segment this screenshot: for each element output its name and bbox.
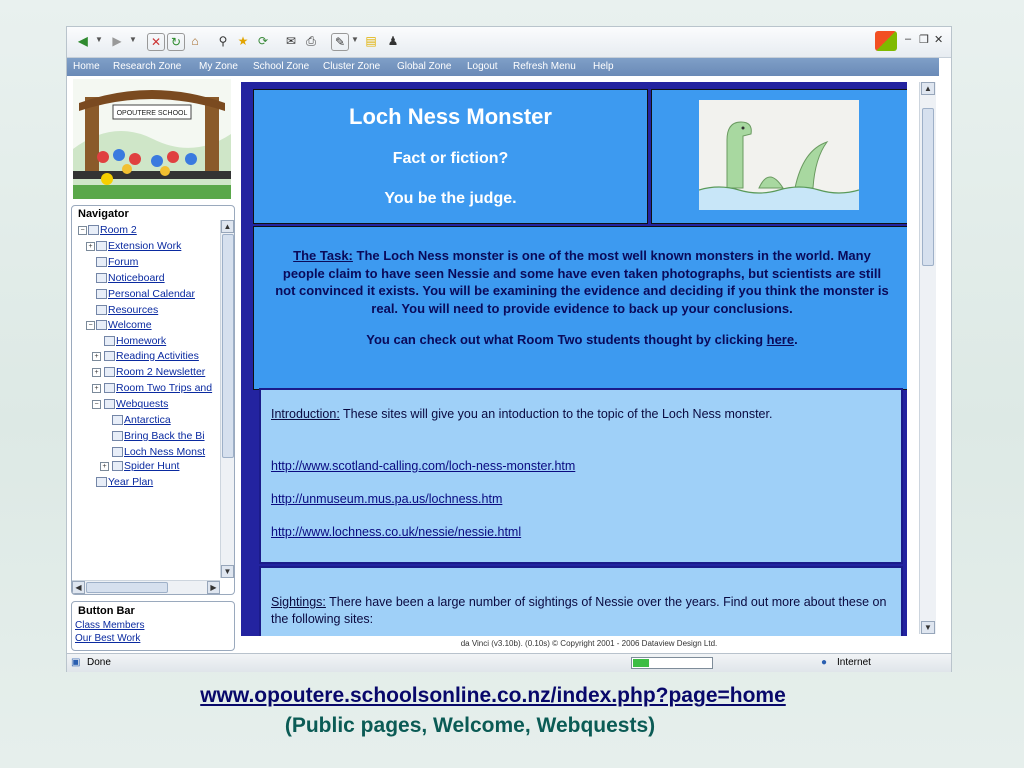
intro-text: These sites will give you an intoduction to the topic of the Loch Ness monster. — [339, 407, 773, 421]
button-bar-panel — [71, 601, 235, 651]
globe-icon: ● — [821, 657, 828, 668]
nav-cluster-zone[interactable]: Cluster Zone — [323, 61, 381, 72]
scroll-thumb[interactable] — [222, 234, 234, 458]
browser-toolbar — [67, 27, 951, 58]
intro-link-lochness[interactable]: http://www.lochness.co.uk/nessie/nessie.html — [271, 525, 522, 539]
button-bar-title: Button Bar — [78, 605, 135, 617]
sightings-panel — [259, 566, 903, 636]
task-description: The Loch Ness monster is one of the most well known monsters in the world. Many people claim to have seen Nessie and some have even taken photographs, but scientists are still not convinced it exists. You will be examining the evidence and deciding if you think the monster is real. You will need to provide evidence to back up your conclusions. — [275, 248, 889, 316]
page-icon — [112, 431, 123, 441]
home-icon[interactable]: ⌂ — [191, 34, 199, 48]
page-icon — [96, 305, 107, 315]
class-members-link[interactable]: Class Members — [75, 620, 145, 631]
print-icon[interactable]: ⎙ — [306, 34, 316, 48]
main-content — [241, 82, 907, 636]
our-best-work-link[interactable]: Our Best Work — [75, 633, 141, 644]
navigator-vertical-scrollbar[interactable] — [220, 220, 234, 578]
content-vertical-scrollbar[interactable] — [919, 82, 936, 634]
tree-item-antarctica[interactable]: Antarctica — [124, 414, 171, 426]
loading-progress-bar — [631, 657, 713, 669]
tree-item-forum[interactable]: Forum — [108, 256, 139, 268]
tree-item-year-plan[interactable]: Year Plan — [108, 476, 154, 488]
page-icon — [104, 399, 115, 409]
collapse-icon[interactable]: − — [78, 226, 87, 235]
tree-item-room-2[interactable]: Room 2 — [100, 224, 137, 236]
nav-my-zone[interactable]: My Zone — [199, 61, 238, 72]
sightings-label: Sightings: — [271, 595, 326, 609]
intro-link-unmuseum[interactable]: http://unmuseum.mus.pa.us/lochness.htm — [271, 492, 503, 506]
expand-icon[interactable]: + — [92, 384, 101, 393]
history-icon[interactable]: ⟳ — [257, 34, 269, 48]
close-icon[interactable]: ✕ — [934, 34, 944, 46]
collapse-icon[interactable]: − — [86, 321, 95, 330]
page-icon — [112, 447, 123, 457]
page-icon — [88, 225, 99, 235]
page-icon — [96, 257, 107, 267]
scroll-thumb[interactable] — [86, 582, 168, 593]
tree-item-bring-back-the-bi[interactable]: Bring Back the Bi — [124, 430, 205, 442]
expand-icon[interactable]: + — [100, 462, 109, 471]
nav-global-zone[interactable]: Global Zone — [397, 61, 452, 72]
navigator-title: Navigator — [78, 208, 129, 220]
sightings-paragraph — [271, 594, 891, 628]
intro-label: Introduction: — [271, 407, 340, 421]
page-icon — [112, 461, 123, 471]
nav-refresh-menu[interactable]: Refresh Menu — [513, 61, 576, 72]
here-link[interactable]: here — [766, 332, 795, 347]
nav-logout[interactable]: Logout — [467, 61, 498, 72]
scroll-down-icon[interactable]: ▼ — [921, 621, 935, 634]
task-text — [272, 247, 892, 349]
collapse-icon[interactable]: − — [92, 400, 101, 409]
browser-window — [66, 26, 952, 672]
page-subtitle: Fact or fiction? — [392, 150, 509, 167]
caption-subtitle: (Public pages, Welcome, Webquests) — [284, 714, 656, 737]
tree-item-loch-ness-monster[interactable]: Loch Ness Monst — [124, 446, 206, 458]
navigator-horizontal-scrollbar[interactable] — [72, 580, 220, 594]
scroll-right-icon[interactable]: ▶ — [207, 581, 220, 594]
back-icon[interactable]: ◀ — [78, 34, 88, 48]
task-label: The Task: — [293, 248, 353, 263]
tree-item-resources[interactable]: Resources — [108, 304, 159, 316]
page-icon — [96, 241, 107, 251]
status-bar — [67, 653, 951, 672]
scroll-up-icon[interactable]: ▲ — [221, 220, 234, 233]
forward-icon[interactable]: ▶ — [112, 34, 122, 48]
forward-dropdown-icon[interactable]: ▼ — [129, 35, 137, 44]
task-check-line — [272, 331, 892, 349]
page-icon — [104, 367, 115, 377]
tree-item-room-two-trips[interactable]: Room Two Trips and — [116, 382, 213, 394]
tree-item-extension-work[interactable]: Extension Work — [108, 240, 182, 252]
left-panel — [67, 77, 239, 651]
edit-icon[interactable]: ✎ — [331, 33, 349, 51]
tree-item-noticeboard[interactable]: Noticeboard — [108, 272, 165, 284]
nav-help[interactable]: Help — [593, 61, 614, 72]
nav-school-zone[interactable]: School Zone — [253, 61, 310, 72]
expand-icon[interactable]: + — [92, 352, 101, 361]
restore-icon[interactable]: ❐ — [919, 34, 929, 46]
folder-icon[interactable]: ▤ — [365, 34, 377, 48]
caption-url: www.opoutere.schoolsonline.co.nz/index.php?page=home — [200, 684, 786, 707]
page-icon — [104, 383, 115, 393]
tree-item-personal-calendar[interactable]: Personal Calendar — [108, 288, 195, 300]
page-title: Loch Ness Monster — [349, 104, 552, 129]
page-icon: ▣ — [71, 657, 81, 668]
tree-item-reading-activities[interactable]: Reading Activities — [116, 350, 199, 362]
favorites-icon[interactable]: ★ — [237, 34, 249, 48]
intro-paragraph — [271, 406, 891, 423]
scroll-thumb[interactable] — [922, 108, 934, 266]
messenger-icon[interactable]: ♟ — [387, 34, 399, 48]
task-panel — [253, 226, 907, 390]
tree-item-room-2-newsletter[interactable]: Room 2 Newsletter — [116, 366, 206, 378]
school-banner-image — [73, 79, 231, 199]
header-image-panel — [651, 89, 907, 224]
header-title-panel — [253, 89, 648, 224]
page-icon — [96, 289, 107, 299]
copyright-text: da Vinci (v3.10b). (0.10s) © Copyright 2001 - 2006 Dataview Design Ltd. — [239, 637, 939, 651]
status-zone-text: Internet — [837, 657, 871, 668]
tree-item-webquests[interactable]: Webquests — [116, 398, 169, 410]
refresh-icon[interactable]: ↻ — [167, 33, 185, 51]
nessie-drawing-image — [699, 100, 859, 210]
nav-home[interactable]: Home — [73, 61, 100, 72]
scroll-up-icon[interactable]: ▲ — [921, 82, 935, 95]
search-icon[interactable]: ⚲ — [218, 34, 228, 48]
minimize-icon[interactable]: – — [905, 33, 912, 45]
status-text: Done — [87, 657, 111, 668]
page-icon — [104, 336, 115, 346]
intro-link-scotland-calling[interactable]: http://www.scotland-calling.com/loch-ness-monster.htm — [271, 459, 576, 473]
page-icon — [96, 320, 107, 330]
sightings-text: There have been a large number of sightings of Nessie over the years. Find out more about these on the following sites: — [271, 595, 887, 626]
site-nav-bar — [67, 58, 939, 76]
scroll-left-icon[interactable]: ◀ — [72, 581, 85, 594]
tree-item-spider-hunt[interactable]: Spider Hunt — [124, 460, 180, 472]
mail-icon[interactable]: ✉ — [285, 34, 297, 48]
page-icon — [96, 477, 107, 487]
page-icon — [112, 415, 123, 425]
tree-item-welcome[interactable]: Welcome — [108, 319, 152, 331]
edit-dropdown-icon[interactable]: ▼ — [351, 35, 359, 44]
page-tagline: You be the judge. — [384, 190, 517, 207]
progress-fill — [633, 659, 649, 667]
task-check-prefix: You can check out what Room Two students thought by clicking — [366, 332, 767, 347]
expand-icon[interactable]: + — [86, 242, 95, 251]
stop-icon[interactable]: ✕ — [147, 33, 165, 51]
nav-research-zone[interactable]: Research Zone — [113, 61, 182, 72]
introduction-panel — [259, 388, 903, 564]
expand-icon[interactable]: + — [92, 368, 101, 377]
windows-logo-icon — [875, 31, 897, 51]
back-dropdown-icon[interactable]: ▼ — [95, 35, 103, 44]
banner-sign-text: OPOUTERE SCHOOL — [116, 110, 188, 117]
scroll-down-icon[interactable]: ▼ — [221, 565, 234, 578]
page-icon — [104, 351, 115, 361]
navigator-panel — [71, 205, 235, 595]
page-icon — [96, 273, 107, 283]
tree-item-homework[interactable]: Homework — [116, 335, 167, 347]
task-check-suffix: . — [794, 332, 798, 347]
